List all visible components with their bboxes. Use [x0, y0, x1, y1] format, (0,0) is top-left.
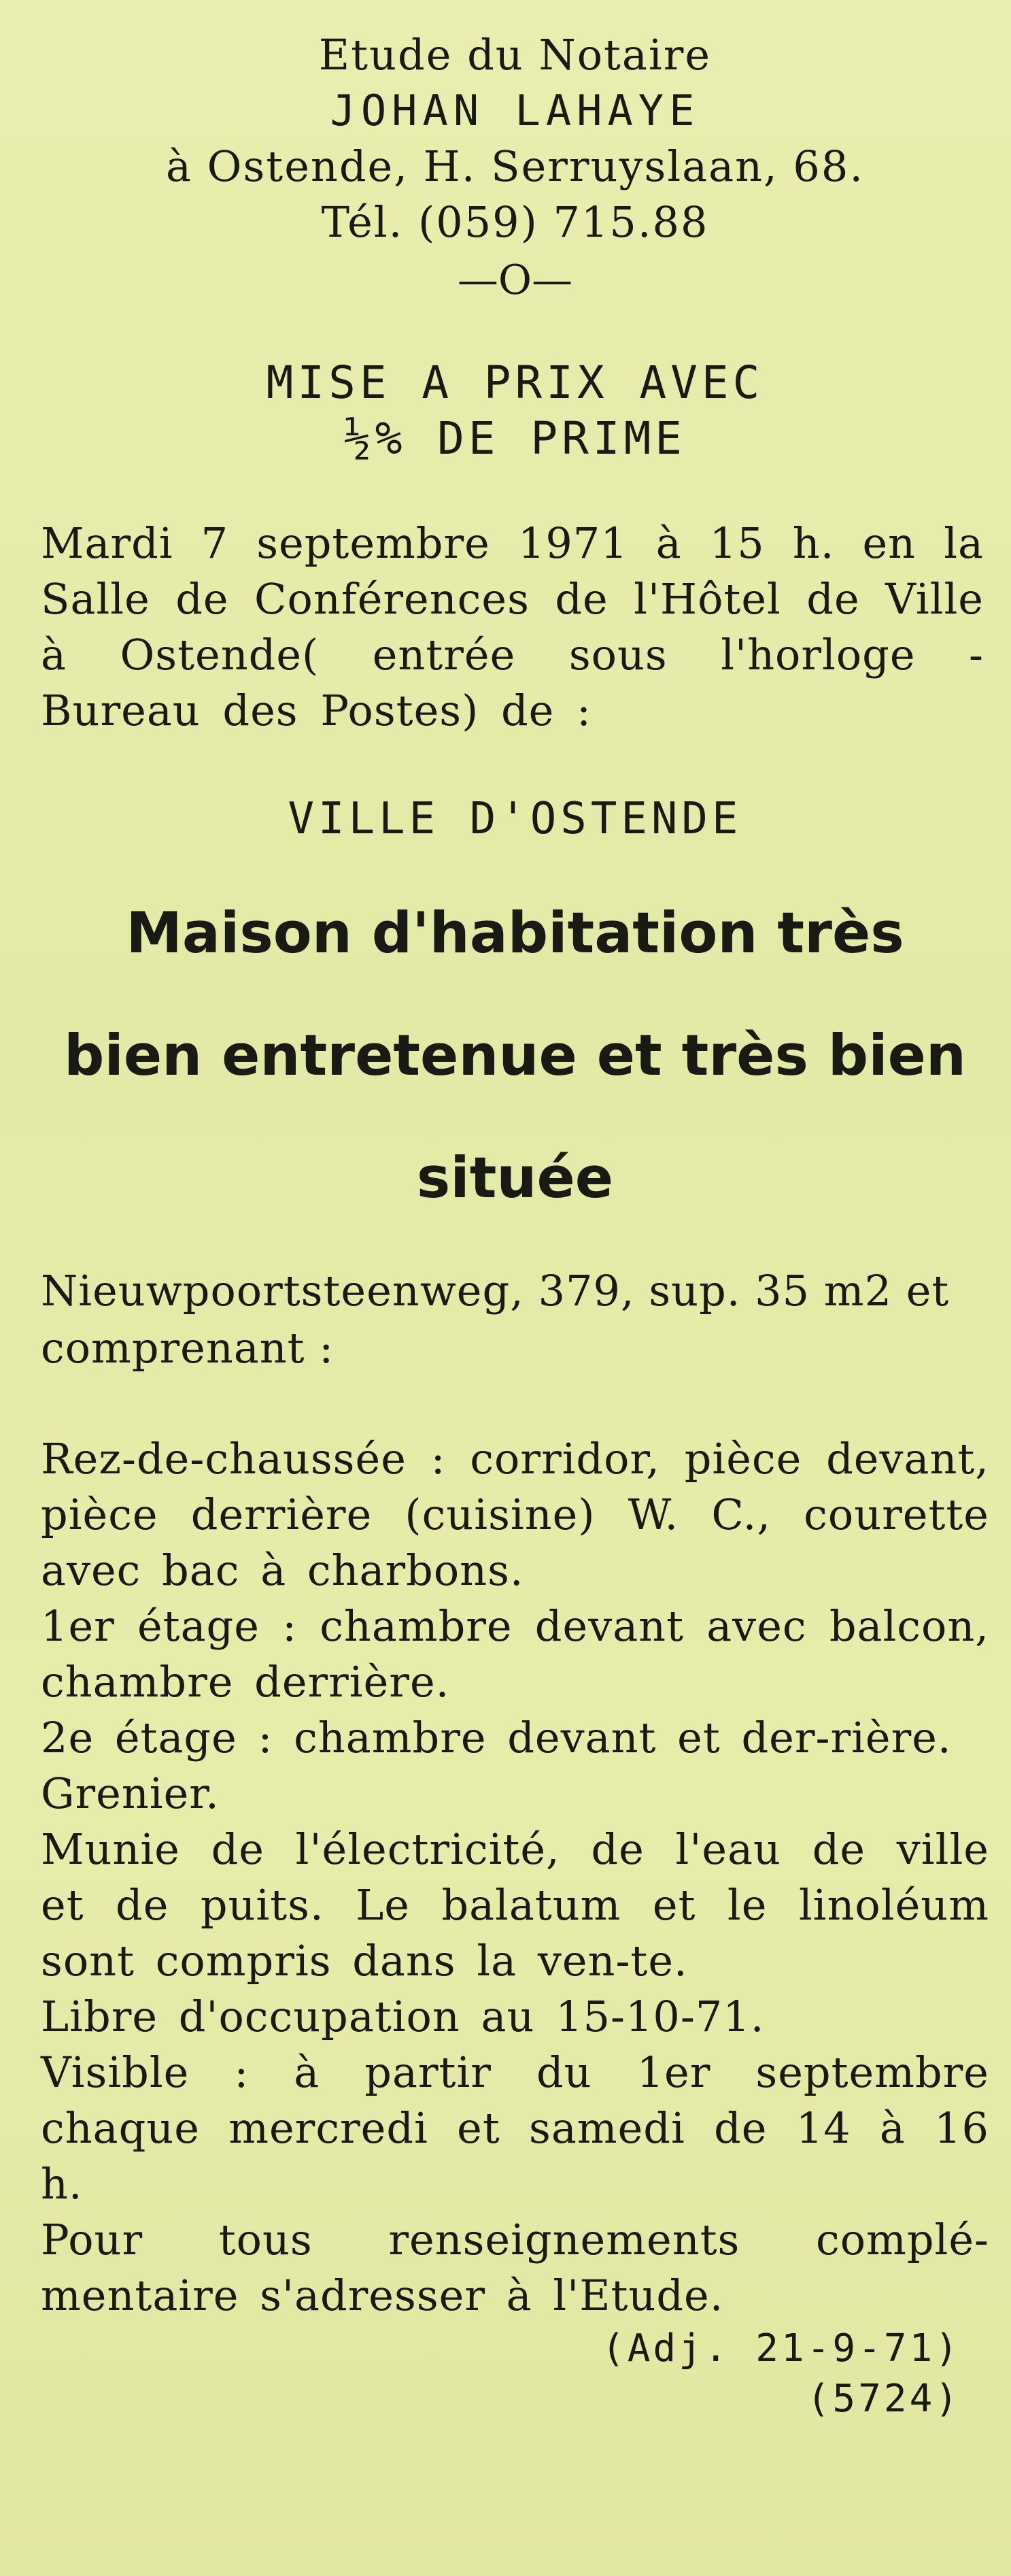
notary-name: JOHAN LAHAYE — [330, 86, 700, 135]
reference-number: (5724) — [806, 2377, 961, 2421]
detail-utilities: Munie de l'électricité, de l'eau de ville et de puits. Le balatum et le linoléum sont compris dans la ven-te. — [41, 1824, 989, 1986]
city-heading: VILLE D'OSTENDE — [288, 794, 742, 844]
notary-office: Etude du Notaire — [318, 30, 712, 80]
detail-visits: Visible : à partir du 1er septembre chaque mercredi et samedi de 14 à 16 h. — [41, 2047, 989, 2209]
detail-second-floor: 2e étage : chambre devant et der-rière. — [41, 1713, 952, 1762]
notary-header — [41, 27, 989, 307]
adjudication-date: (Adj. 21-9-71) — [601, 2326, 961, 2371]
sale-intro: Mardi 7 septembre 1971 à 15 h. en la Salle de Conférences de l'Hôtel de Ville à Ostende( entrée sous l'horloge - Bureau des Postes) de : — [41, 518, 984, 735]
detail-occupation: Libre d'occupation au 15-10-71. — [41, 1992, 765, 2041]
sale-title — [41, 355, 989, 467]
notary-phone: Tél. (059) 715.88 — [321, 197, 709, 247]
detail-ground-floor: Rez-de-chaussée : corridor, pièce devant, pièce derrière (cuisine) W. C., courette avec bac à charbons. — [41, 1434, 989, 1595]
property-details — [41, 1431, 989, 2324]
notary-address: à Ostende, H. Serruyslaan, 68. — [165, 141, 865, 191]
property-address: Nieuwpoortsteenweg, 379, sup. 35 m2 et comprenant : — [41, 1266, 950, 1373]
detail-contact: Pour tous renseignements complé-mentaire s'adresser à l'Etude. — [41, 2215, 989, 2320]
property-headline-line-2: bien entretenue et très bien — [63, 1022, 967, 1088]
property-headline — [41, 872, 989, 1239]
property-headline-line-1: Maison d'habitation très — [126, 900, 904, 966]
separator: —O— — [457, 256, 573, 304]
detail-first-floor: 1er étage : chambre devant avec balcon, chambre derrière. — [41, 1601, 989, 1707]
sale-title-line-2: ½% DE PRIME — [343, 412, 687, 465]
detail-attic: Grenier. — [41, 1769, 220, 1818]
sale-title-line-1: MISE A PRIX AVEC — [266, 356, 764, 409]
property-headline-line-3: située — [416, 1145, 614, 1211]
